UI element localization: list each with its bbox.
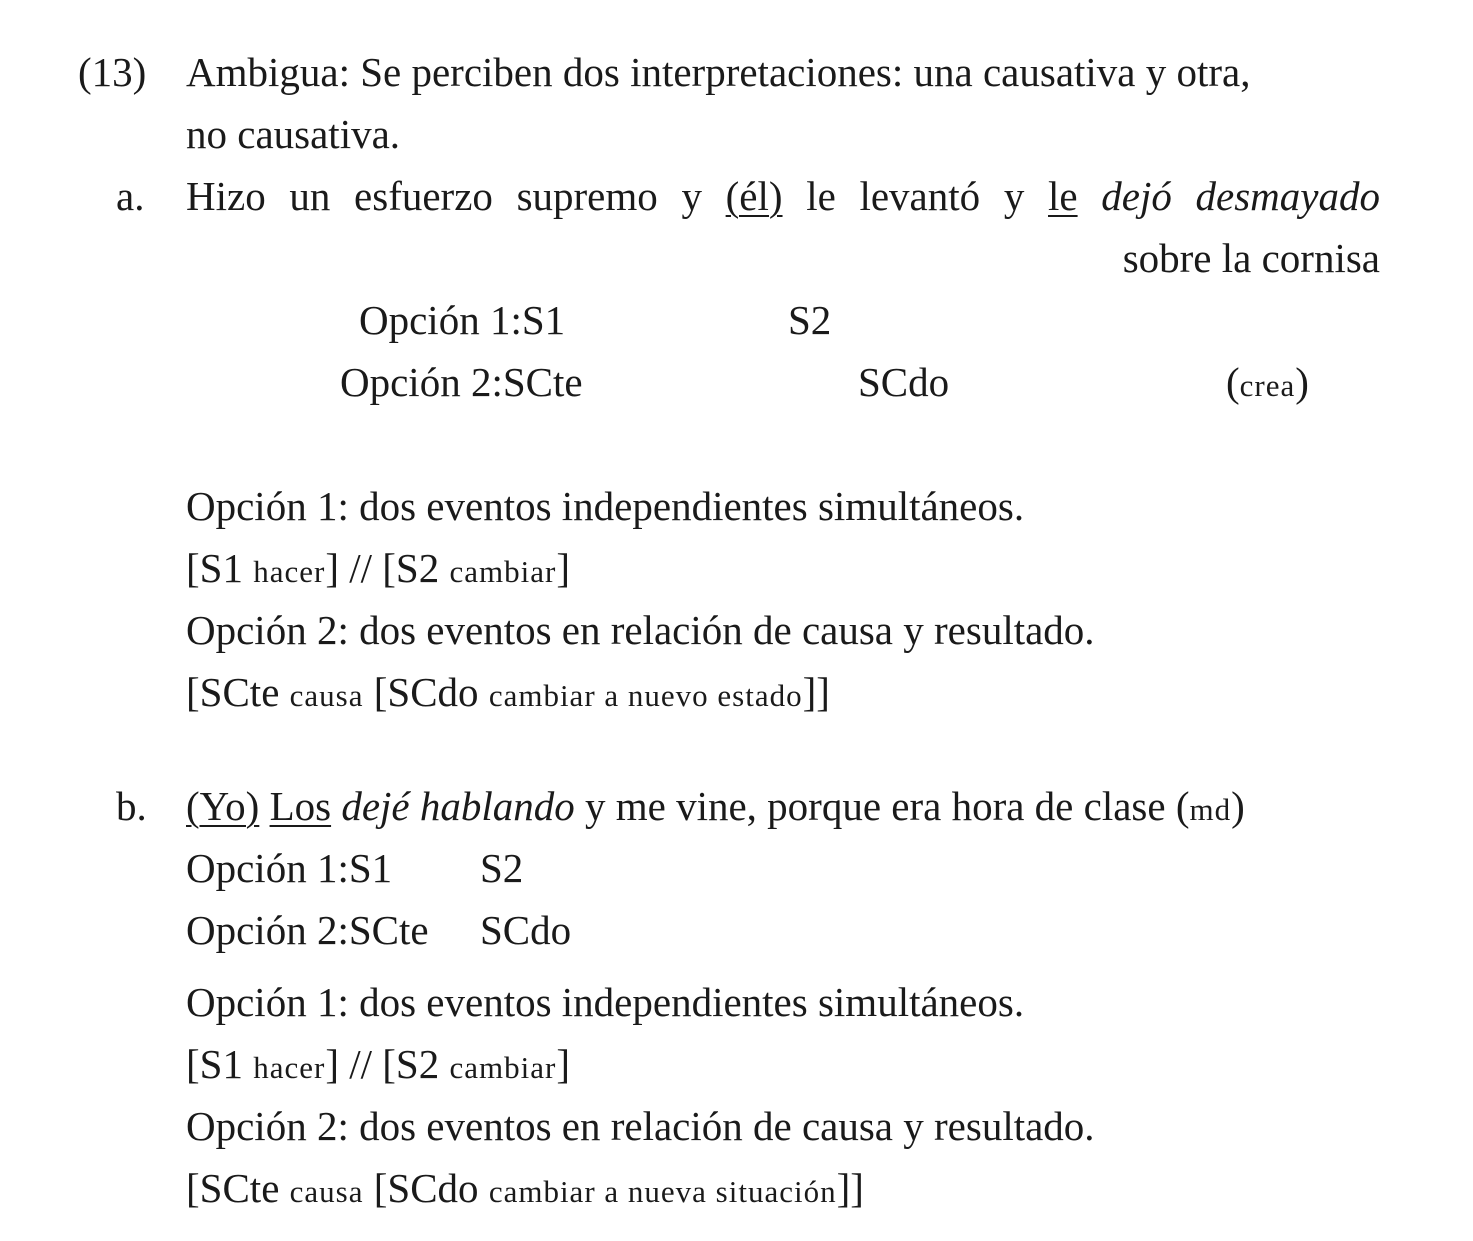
predicate-cambiar: cambiar bbox=[449, 554, 557, 589]
subject-underlined: (él) bbox=[725, 173, 783, 219]
formula-text: ] // [S2 bbox=[325, 1041, 450, 1087]
formula-text: [S1 bbox=[186, 545, 254, 591]
predicate-cambiar: cambiar bbox=[449, 1050, 557, 1085]
example-number: (13) bbox=[78, 49, 147, 95]
item-b-formula-1 bbox=[186, 1041, 570, 1087]
item-b-explanation-1: Opción 1: dos eventos independientes simultáneos. bbox=[186, 979, 1025, 1025]
item-a-explanation-1: Opción 1: dos eventos independientes simultáneos. bbox=[186, 483, 1025, 529]
formula-text: ] bbox=[556, 1041, 570, 1087]
item-a-marker: a. bbox=[116, 173, 145, 219]
predicate-causa: causa bbox=[289, 1174, 364, 1209]
item-a-option2-label: Opción 2:SCte bbox=[340, 359, 583, 405]
formula-text: [SCte bbox=[186, 669, 290, 715]
formula-text: ]] bbox=[836, 1165, 864, 1211]
item-a-formula-1 bbox=[186, 545, 570, 591]
item-a-option2-scdo: SCdo bbox=[858, 359, 950, 405]
item-b-explanation-2: Opción 2: dos eventos en relación de causa y resultado. bbox=[186, 1103, 1095, 1149]
formula-text: [S1 bbox=[186, 1041, 254, 1087]
predicate-hacer: hacer bbox=[253, 554, 326, 589]
item-b-marker: b. bbox=[116, 783, 147, 829]
subject-underlined: (Yo) bbox=[186, 783, 260, 829]
intro-line-1: Ambigua: Se perciben dos interpretaciones: una causativa y otra, bbox=[186, 49, 1251, 95]
source-md: md bbox=[1189, 792, 1232, 827]
source-crea: crea bbox=[1239, 368, 1296, 403]
item-a-sentence bbox=[186, 173, 1380, 219]
item-a-option1-label: Opción 1:S1 bbox=[359, 297, 566, 343]
item-b-option2-scdo: SCdo bbox=[480, 907, 572, 953]
item-b-option2-label: Opción 2:SCte bbox=[186, 907, 429, 953]
item-b-option1-s2: S2 bbox=[480, 845, 524, 891]
item-a-source bbox=[1226, 359, 1309, 405]
predicate-result: cambiar a nuevo estado bbox=[488, 678, 803, 713]
formula-text: ] bbox=[556, 545, 570, 591]
paren-open: ( bbox=[1226, 359, 1240, 405]
formula-text: [SCdo bbox=[363, 669, 489, 715]
verb-phrase-italic: dejó desmayado bbox=[1101, 173, 1380, 219]
item-a-explanation-2: Opción 2: dos eventos en relación de causa y resultado. bbox=[186, 607, 1095, 653]
item-b-option1-label: Opción 1:S1 bbox=[186, 845, 393, 891]
item-a-option1-s2: S2 bbox=[788, 297, 832, 343]
item-b-formula-2 bbox=[186, 1165, 864, 1211]
predicate-hacer: hacer bbox=[253, 1050, 326, 1085]
formula-text: ] // [S2 bbox=[325, 545, 450, 591]
formula-text: [SCte bbox=[186, 1165, 290, 1211]
item-a-formula-2 bbox=[186, 669, 830, 715]
item-a-sentence-line2: sobre la cornisa bbox=[1122, 235, 1380, 281]
space bbox=[1078, 173, 1102, 219]
object-clitic-underlined: le bbox=[1048, 173, 1078, 219]
sentence-text: y me vine, porque era hora de clase ( bbox=[574, 783, 1190, 829]
item-b-sentence bbox=[186, 783, 1245, 829]
paren-close: ) bbox=[1231, 783, 1245, 829]
formula-text: [SCdo bbox=[363, 1165, 489, 1211]
predicate-result: cambiar a nueva situación bbox=[488, 1174, 837, 1209]
formula-text: ]] bbox=[802, 669, 830, 715]
verb-phrase-italic: dejé hablando bbox=[341, 783, 575, 829]
predicate-causa: causa bbox=[289, 678, 364, 713]
sentence-text: le levantó y bbox=[782, 173, 1048, 219]
intro-line-2: no causativa. bbox=[186, 111, 401, 157]
space bbox=[331, 783, 341, 829]
space bbox=[259, 783, 269, 829]
object-clitic-underlined: Los bbox=[269, 783, 332, 829]
paren-close: ) bbox=[1295, 359, 1309, 405]
sentence-text: Hizo un esfuerzo supremo y bbox=[186, 173, 726, 219]
